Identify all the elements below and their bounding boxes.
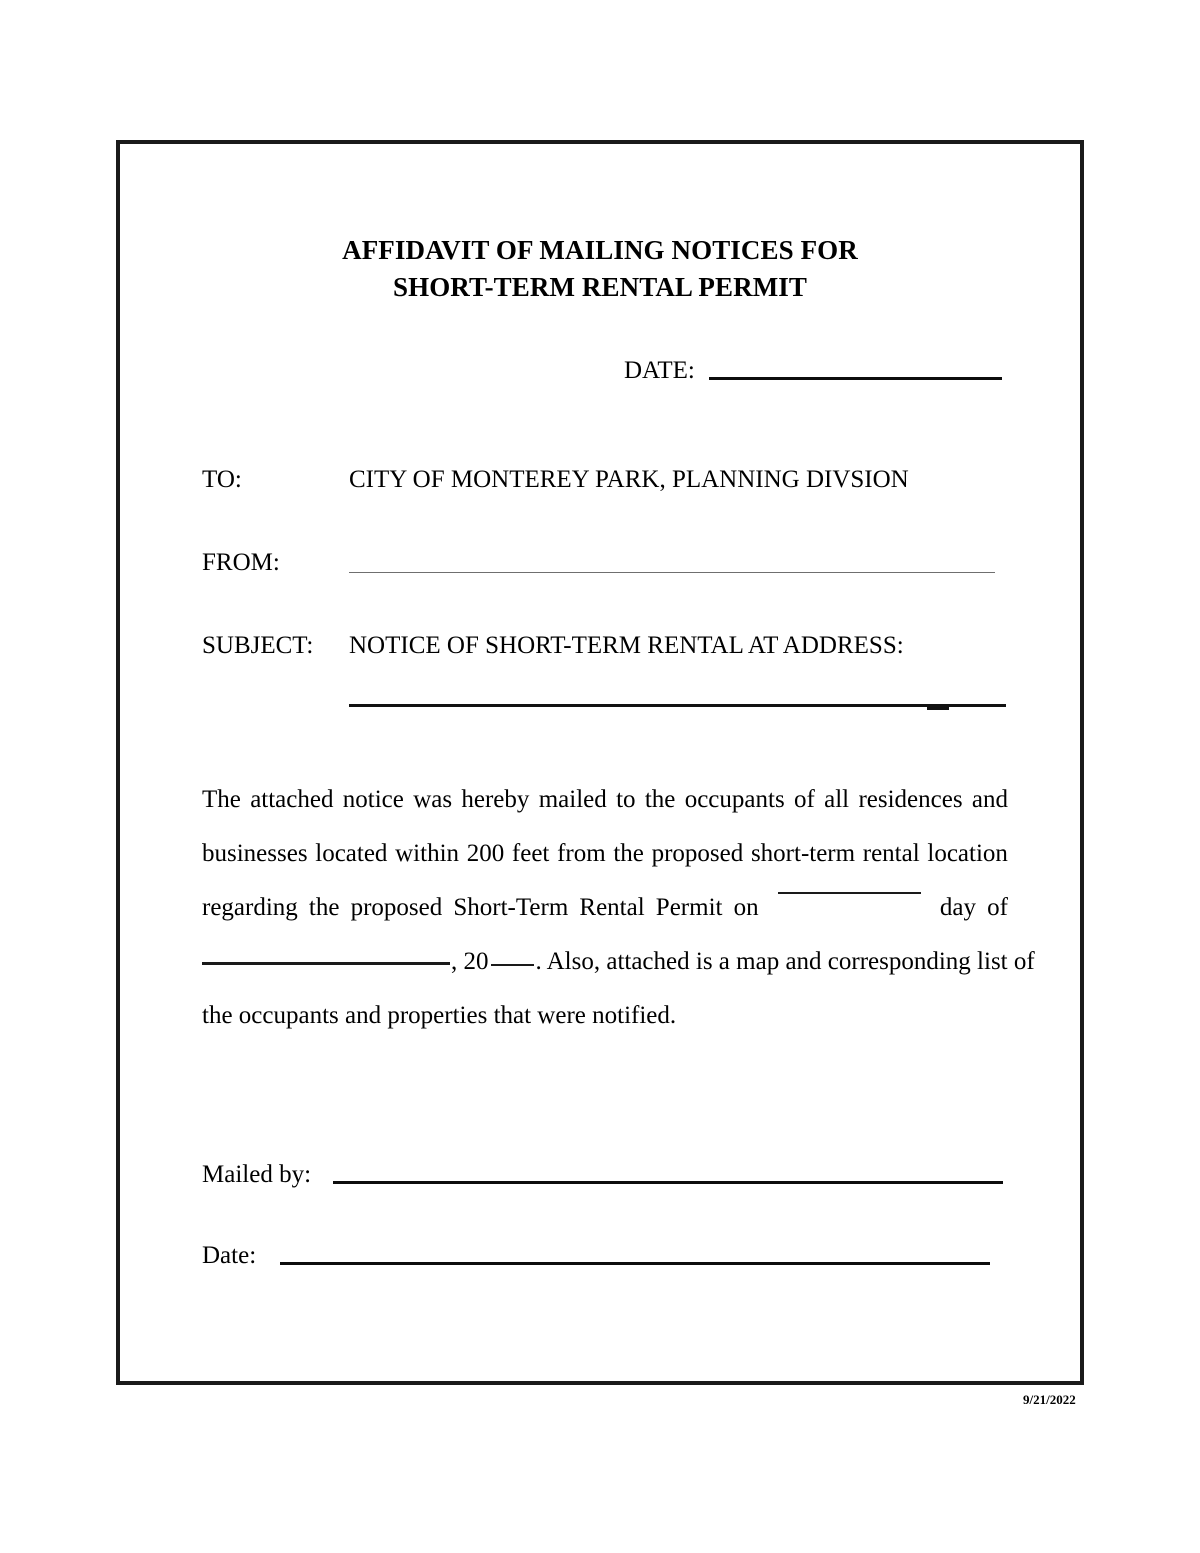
- date-field-input-line[interactable]: [709, 377, 1002, 380]
- word: residences: [858, 786, 963, 813]
- mailed-by-label: Mailed by:: [202, 1161, 312, 1188]
- signature-date-label: Date:: [202, 1242, 257, 1269]
- from-field-input-line[interactable]: [349, 572, 995, 573]
- word: was: [413, 786, 453, 813]
- to-field-label: TO:: [202, 466, 242, 493]
- word: businesses: [202, 840, 308, 867]
- year-input-blank[interactable]: [491, 964, 534, 966]
- word: short-term: [750, 840, 856, 867]
- word: notice: [342, 786, 404, 813]
- word: mailed: [538, 786, 607, 813]
- document-page-border: [116, 140, 1084, 1385]
- word: located: [315, 840, 388, 867]
- word: Rental: [579, 894, 645, 921]
- word: from: [557, 840, 606, 867]
- word: of: [987, 894, 1008, 921]
- mailed-by-row: [202, 1161, 1003, 1189]
- word: all: [824, 786, 850, 813]
- word: on: [733, 894, 759, 921]
- page-title: [120, 232, 1080, 306]
- word: hereby: [461, 786, 530, 813]
- word: the: [613, 840, 644, 867]
- paragraph-line-5: [202, 1000, 1008, 1054]
- document-body: [120, 144, 1080, 1381]
- word: feet: [511, 840, 550, 867]
- word: 200: [466, 840, 505, 867]
- address-line-underscore-stub: [927, 706, 949, 710]
- word: location: [927, 840, 1008, 867]
- word: Short-Term: [453, 894, 569, 921]
- page-title-line-2: SHORT-TERM RENTAL PERMIT: [392, 272, 808, 302]
- date-field-row: [624, 357, 1002, 385]
- subject-field-row: [202, 632, 904, 660]
- word: the: [308, 894, 340, 921]
- year-prefix: , 20: [451, 948, 489, 975]
- word: of: [793, 786, 815, 813]
- to-field-value: CITY OF MONTEREY PARK, PLANNING DIVSION: [349, 466, 909, 493]
- word: Permit: [655, 894, 723, 921]
- paragraph-line-1: [202, 784, 1008, 838]
- word: regarding: [202, 894, 298, 921]
- date-field-label: DATE:: [624, 357, 695, 384]
- paragraph-line-2: [202, 838, 1008, 892]
- word: the: [644, 786, 676, 813]
- page-title-line-1: AFFIDAVIT OF MAILING NOTICES FOR: [342, 235, 858, 265]
- day-input-blank[interactable]: [778, 892, 921, 894]
- month-input-blank[interactable]: [202, 962, 450, 965]
- to-field-row: [202, 466, 909, 494]
- word: The: [202, 786, 241, 813]
- word: attached: [250, 786, 334, 813]
- word: and: [971, 786, 1008, 813]
- signature-date-row: [202, 1242, 990, 1270]
- line-4-trailing-text: . Also, attached is a map and corresponding list of: [535, 948, 1035, 975]
- word: to: [616, 786, 636, 813]
- from-field-label: FROM:: [202, 549, 280, 576]
- address-input-line[interactable]: [349, 704, 1006, 707]
- signature-date-input-line[interactable]: [280, 1262, 990, 1265]
- paragraph-line-3: [202, 892, 1008, 946]
- word: within: [395, 840, 460, 867]
- subject-field-value: NOTICE OF SHORT-TERM RENTAL AT ADDRESS:: [349, 632, 904, 659]
- word: proposed: [651, 840, 744, 867]
- affidavit-paragraph: [202, 784, 1035, 1054]
- subject-field-label: SUBJECT:: [202, 632, 314, 659]
- mailed-by-input-line[interactable]: [333, 1181, 1003, 1184]
- word: proposed: [350, 894, 443, 921]
- from-field-row: [202, 549, 995, 577]
- line-5-text: the occupants and properties that were notified.: [202, 1002, 677, 1029]
- paragraph-line-4: [202, 946, 1035, 1000]
- word: day: [939, 894, 976, 921]
- footer-revision-date: 9/21/2022: [1023, 1392, 1076, 1407]
- word: occupants: [684, 786, 785, 813]
- word: rental: [862, 840, 920, 867]
